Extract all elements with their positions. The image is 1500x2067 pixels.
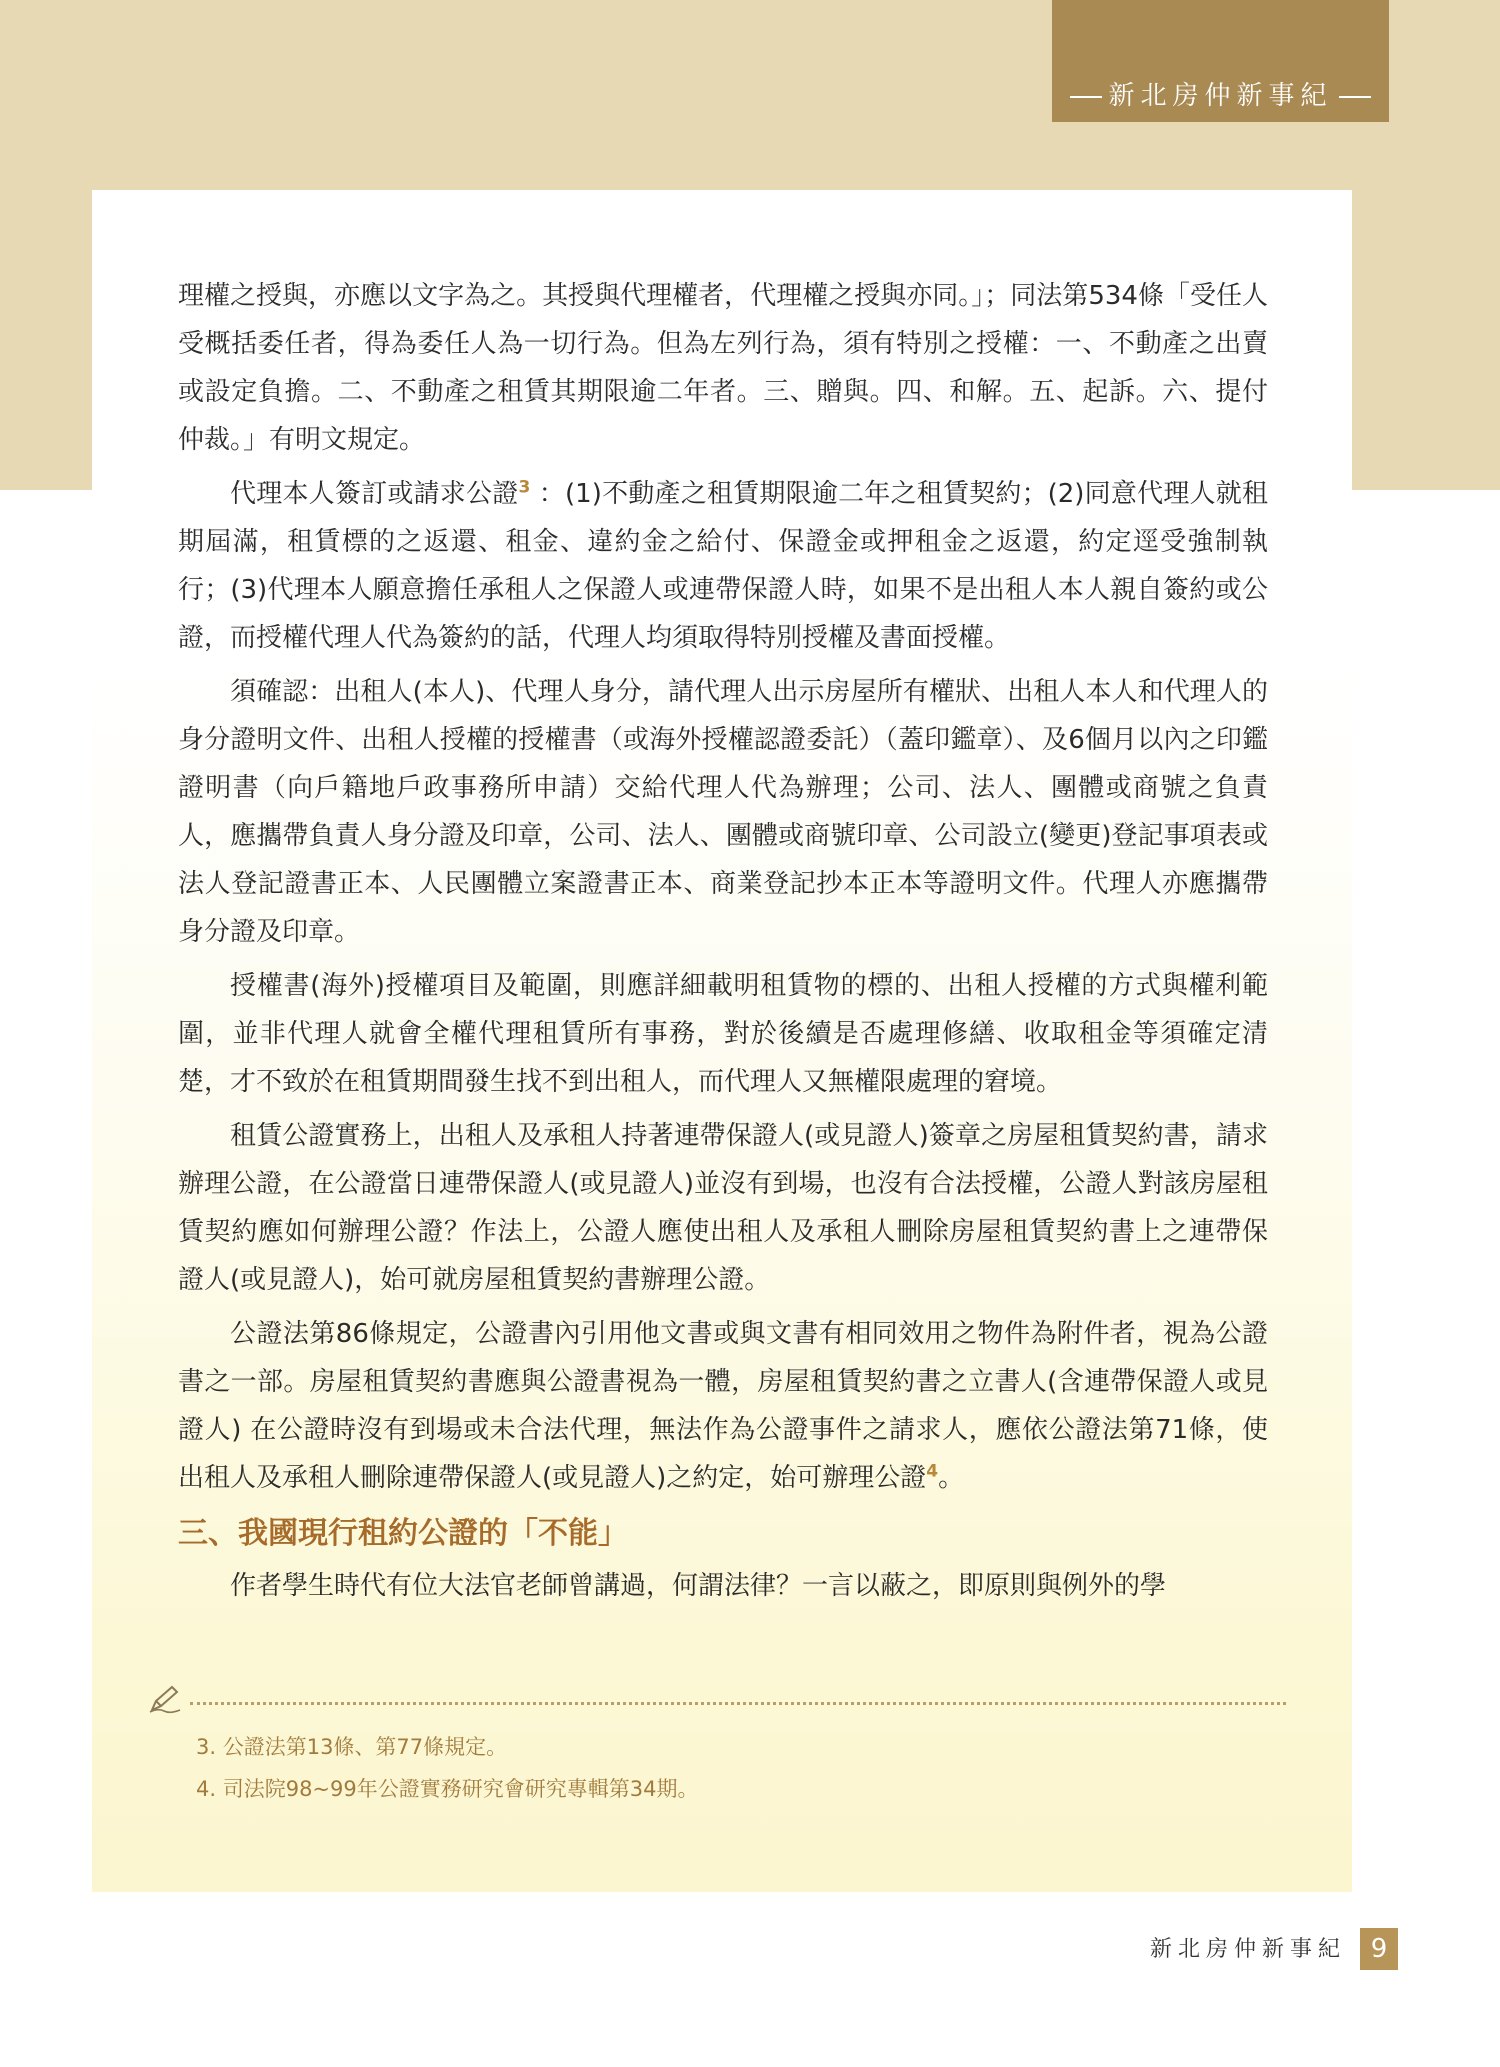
paragraph-2-rest: ：(1)不動產之租賃期限逾二年之租賃契約；(2)同意代理人就租期屆滿，租賃標的之返還、租金、違約金之給付、保證金或押租金之返還，約定逕受強制執行；(3)代理本人願意擔任承租人之保證人或連帶保證人時，如果不是出租人本人親自簽約或公證，而授權代理人代為簽約的話，代理人均須取得特別授權及書面授權。 (178, 479, 1268, 653)
paragraph-4: 授權書(海外)授權項目及範圍，則應詳細載明租賃物的標的、出租人授權的方式與權利範圍，並非代理人就會全權代理租賃所有事務，對於後續是否處理修繕、收取租金等須確定清楚，才不致於在租賃期間發生找不到出租人，而代理人又無權限處理的窘境。 (178, 971, 1268, 1097)
dotted-separator (190, 1702, 1286, 1705)
magazine-header-title (1052, 76, 1389, 116)
header-title-text: 新北房仲新事紀 (1108, 81, 1333, 111)
paragraph-6 (178, 1310, 1268, 1502)
footnote-ref-4[interactable]: 4 (926, 1461, 939, 1482)
footnotes-divider (148, 1684, 1288, 1714)
footnote-ref-3[interactable]: 3 (518, 477, 531, 498)
paragraph-6-text: 公證法第86條規定，公證書內引用他文書或與文書有相同效用之物件為附件者，視為公證書之一部。房屋租賃契約書應與公證書視為一體，房屋租賃契約書之立書人(含連帶保證人或見證人) 在公證時沒有到場或未合法代理，無法作為公證事件之請求人，應依公證法第71條，使出租人及承租人刪除連帶保證人(或見證人)之約定，始可辦理公證 (178, 1319, 1268, 1493)
footnote-4: 4. 司法院98~99年公證實務研究會研究專輯第34期。 (196, 1777, 699, 1801)
page-number: 9 (1360, 1928, 1398, 1970)
paragraph-2 (178, 470, 1268, 662)
paragraph-3: 須確認：出租人(本人)、代理人身分，請代理人出示房屋所有權狀、出租人本人和代理人的身分證明文件、出租人授權的授權書（或海外授權認證委託）（蓋印鑑章）、及6個月以內之印鑑證明書（向戶籍地戶政事務所申請）交給代理人代為辦理；公司、法人、團體或商號之負責人，應攜帶負責人身分證及印章，公司、法人、團體或商號印章、公司設立(變更)登記事項表或法人登記證書正本、人民團體立案證書正本、商業登記抄本正本等證明文件。代理人亦應攜帶身分證及印章。 (178, 677, 1268, 947)
pen-writing-icon (148, 1684, 184, 1714)
section-heading: 三、我國現行租約公證的「不能」 (178, 1516, 628, 1551)
paragraph-2-lead: 代理本人簽訂或請求公證 (230, 479, 519, 509)
paragraph-6-end: 。 (938, 1463, 965, 1493)
paragraph-1: 理權之授與，亦應以文字為之。其授與代理權者，代理權之授與亦同。」；同法第534條「受任人受概括委任者，得為委任人為一切行為。但為左列行為，須有特別之授權：一、不動產之出賣或設定負擔。二、不動產之租賃其期限逾二年者。三、贈與。四、和解。五、起訴。六、提付仲裁。」有明文規定。 (178, 281, 1268, 455)
article-body (178, 272, 1268, 1616)
paragraph-5: 租賃公證實務上，出租人及承租人持著連帶保證人(或見證人)簽章之房屋租賃契約書，請求辦理公證，在公證當日連帶保證人(或見證人)並沒有到場，也沒有合法授權，公證人對該房屋租賃契約應如何辦理公證？作法上，公證人應使出租人及承租人刪除房屋租賃契約書上之連帶保證人(或見證人)，始可就房屋租賃契約書辦理公證。 (178, 1121, 1268, 1295)
footnotes (196, 1726, 1246, 1810)
footnote-3: 3. 公證法第13條、第77條規定。 (196, 1735, 508, 1759)
footer-magazine-label: 新北房仲新事紀 (1149, 1937, 1346, 1962)
paragraph-7: 作者學生時代有位大法官老師曾講過，何謂法律？一言以蔽之，即原則與例外的學 (230, 1571, 1167, 1601)
